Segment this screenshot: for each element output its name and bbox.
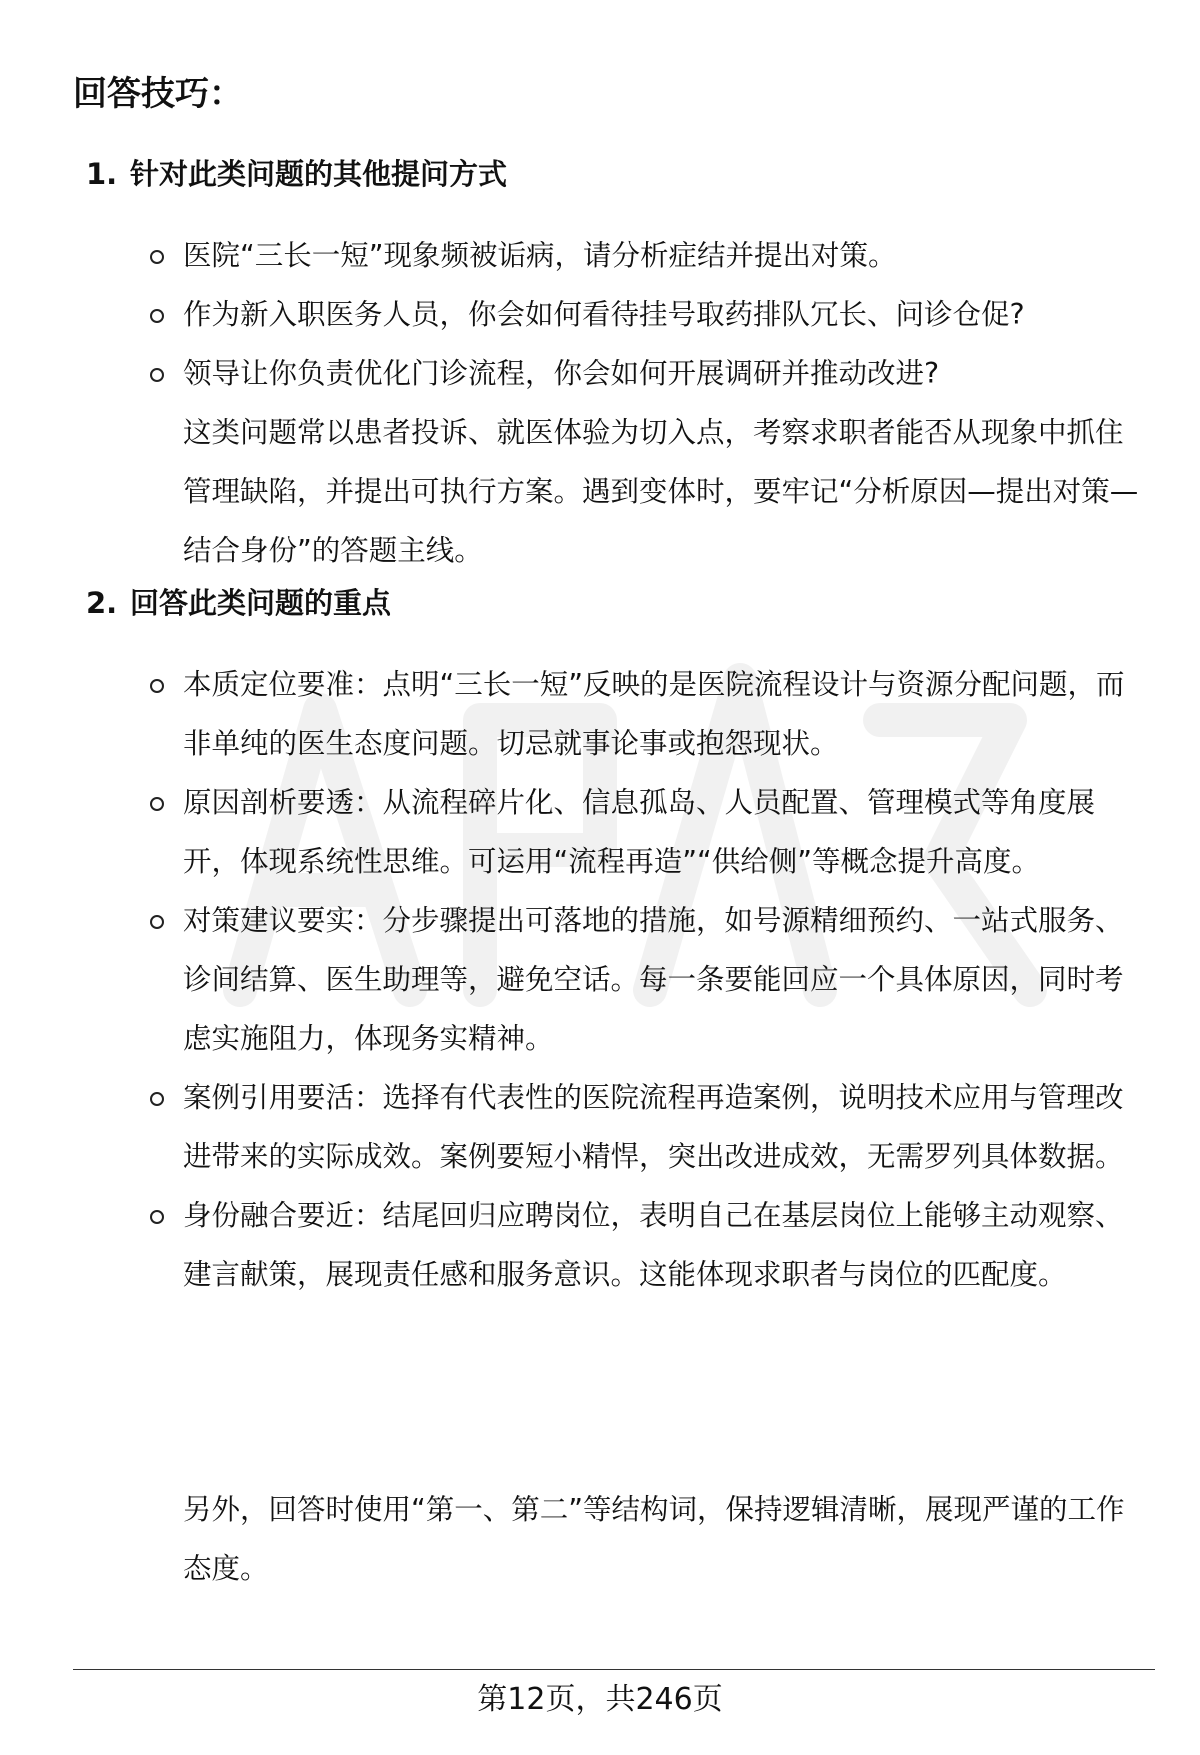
section-1-bullet-list [0, 226, 1138, 403]
list-item-text: 身份融合要近：结尾回归应聘岗位，表明自己在基层岗位上能够主动观察、建言献策，展现责任感和服务意识。这能体现求职者与岗位的匹配度。 [183, 1199, 1124, 1291]
circle-bullet-icon [150, 915, 164, 929]
page-title: 回答技巧： [73, 74, 243, 114]
section-2-note: 另外，回答时使用“第一、第二”等结构词，保持逻辑清晰，展现严谨的工作态度。 [183, 1493, 1125, 1585]
circle-bullet-icon [150, 1210, 164, 1224]
page-number: 第12页，共246页 [477, 1682, 723, 1717]
list-item [0, 891, 1138, 1068]
circle-bullet-icon [150, 250, 164, 264]
list-item [0, 285, 1138, 344]
list-item-text: 原因剖析要透：从流程碎片化、信息孤岛、人员配置、管理模式等角度展开，体现系统性思维。可运用“流程再造”“供给侧”等概念提升高度。 [183, 786, 1096, 878]
footer-divider [73, 1669, 1155, 1670]
section-2-heading [86, 583, 391, 623]
section-1-number: 1. [86, 157, 118, 191]
list-item-text: 医院“三长一短”现象频被诟病，请分析症结并提出对策。 [183, 239, 897, 272]
list-item-text: 领导让你负责优化门诊流程，你会如何开展调研并推动改进? [183, 357, 940, 390]
circle-bullet-icon [150, 368, 164, 382]
section-2-heading-text: 回答此类问题的重点 [130, 586, 392, 620]
list-item [0, 655, 1138, 773]
list-item [0, 226, 1138, 285]
list-item [0, 1068, 1138, 1186]
circle-bullet-icon [150, 309, 164, 323]
list-item-text: 本质定位要准：点明“三长一短”反映的是医院流程设计与资源分配问题，而非单纯的医生态度问题。切忌就事论事或抱怨现状。 [183, 668, 1125, 760]
section-2-bullet-list [0, 655, 1138, 1304]
list-item-text: 案例引用要活：选择有代表性的医院流程再造案例，说明技术应用与管理改进带来的实际成效。案例要短小精悍，突出改进成效，无需罗列具体数据。 [183, 1081, 1124, 1173]
section-2-number: 2. [86, 586, 118, 620]
section-1-heading [86, 154, 507, 194]
circle-bullet-icon [150, 797, 164, 811]
circle-bullet-icon [150, 1092, 164, 1106]
list-item-text: 作为新入职医务人员，你会如何看待挂号取药排队冗长、问诊仓促? [183, 298, 1025, 331]
section-1-heading-text: 针对此类问题的其他提问方式 [130, 157, 508, 191]
list-item-text: 对策建议要实：分步骤提出可落地的措施，如号源精细预约、一站式服务、诊间结算、医生助理等，避免空话。每一条要能回应一个具体原因，同时考虑实施阻力，体现务实精神。 [183, 904, 1124, 1055]
section-1-note: 这类问题常以患者投诉、就医体验为切入点，考察求职者能否从现象中抓住管理缺陷，并提出可执行方案。遇到变体时，要牢记“分析原因—提出对策—结合身份”的答题主线。 [183, 416, 1139, 567]
list-item [0, 1186, 1138, 1304]
circle-bullet-icon [150, 679, 164, 693]
list-item [0, 344, 1138, 403]
list-item [0, 773, 1138, 891]
